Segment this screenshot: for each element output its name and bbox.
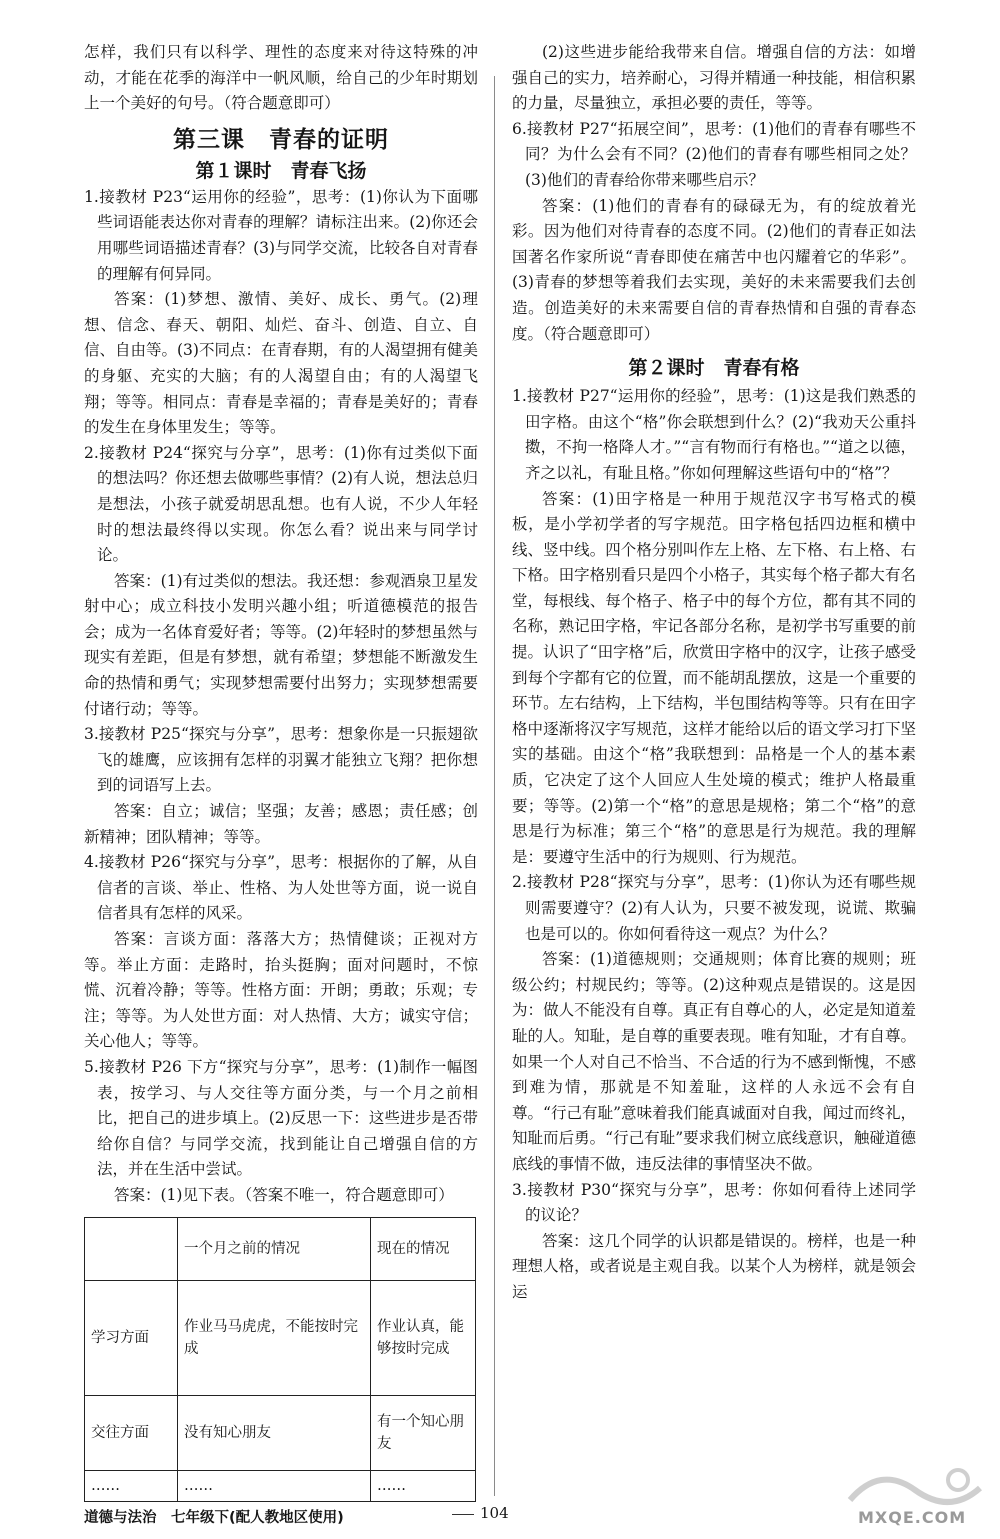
period-title-1: 第１课时 青春飞扬 <box>195 159 367 182</box>
lesson-title: 第三课 青春的证明 <box>173 126 389 153</box>
table-cell: 交往方面 <box>85 1395 178 1470</box>
table-cell: 没有知心朋友 <box>178 1395 371 1470</box>
table-cell: 作业认真，能够按时完成 <box>371 1280 476 1395</box>
question-3: 3.接教材 P25“探究与分享”，思考：想象你是一只振翅欲飞的雄鹰，应该拥有怎样的羽翼才能独立飞翔？把你想到的词语写上去。 <box>84 725 478 795</box>
answer-5-part-2: (2)这些进步能给我带来自信。增强自信的方法：如增强自己的实力，培养耐心，习得并精通一种技能，相信积累的力量，尽量独立，承担必要的责任，等等。 <box>512 43 916 113</box>
table-row <box>85 1217 476 1280</box>
answer-6: 答案：(1)他们的青春有的碌碌无为，有的绽放着光彩。因为他们对待青春的态度不同。(2)他们的青春正如法国著名作家所说“青春即使在痛苦中也闪耀着它的华彩”。(3)青春的梦想等着我们去实现，美好的未来需要我们去创造。创造美好的未来需要自信的青春热情和自强的青春态度。（符合题意即可） <box>512 196 916 343</box>
question-4: 4.接教材 P26“探究与分享”，思考：根据你的了解，从自信者的言谈、举止、性格、为人处世等方面，说一说自信者具有怎样的风采。 <box>84 853 478 923</box>
watermark-text: MXQE.COM <box>858 1508 967 1527</box>
table-cell: 学习方面 <box>85 1280 178 1395</box>
column-divider <box>494 76 495 1496</box>
period-title-2: 第２课时 青春有格 <box>628 357 800 380</box>
answer-9: 答案：这几个同学的认识都是错误的。榜样，也是一种理想人格，或者说是主观自我。以某个人为榜样，就是领会运 <box>512 1231 916 1301</box>
table-cell: 有一个知心朋友 <box>371 1395 476 1470</box>
answer-7: 答案：(1)田字格是一种用于规范汉字书写格式的模板，是小学初学者的写字规范。田字格包括四边框和横中线、竖中线。四个格分别叫作左上格、左下格、右上格、右下格。田字格别看只是四个小格子，其实每个格子都大有名堂，每根线、每个格子、格子中的每个方位，都有其不同的名称，熟记田字格，牢记各部分名称，是初学书写重要的前提。认识了“田字格”后，欣赏田字格中的汉字，让孩子感受到每个字都有它的位置，而不能胡乱摆放，这是一个重要的环节。左右结构，上下结构，半包围结构等等。只有在田字格中逐渐将汉字写规范，这样才能给以后的语文学习打下坚实的基础。由这个“格”我联想到：品格是一个人的基本素质，它决定了这个人回应人生处境的模式；维护人格最重要；等等。(2)第一个“格”的意思是规格；第二个“格”的意思是行为标准；第三个“格”的意思是行为规范。我的理解是：要遵守生活中的行为规则、行为规范。 <box>512 489 916 866</box>
table-row <box>85 1395 476 1470</box>
question-7: 1.接教材 P27“运用你的经验”，思考：(1)这是我们熟悉的田字格。由这个“格”你会联想到什么？(2)“我劝天公重抖擞，不拘一格降人才。”“言有物而行有格也。”“道之以德，齐之以礼，有耻且格。”你如何理解这些语句中的“格”？ <box>512 387 916 482</box>
answer-4: 答案：言谈方面：落落大方；热情健谈；正视对方等。举止方面：走路时，抬头挺胸；面对问题时，不惊慌、沉着冷静；等等。性格方面：开朗；勇敢；乐观；专注；等等。为人处世方面：对人热情、大方；诚实守信；关心他人；等等。 <box>84 930 478 1051</box>
continued-answer: 怎样，我们只有以科学、理性的态度来对待这特殊的冲动，才能在花季的海洋中一帆风顺，给自己的少年时期划上一个美好的句号。（符合题意即可） <box>84 43 478 113</box>
page-number: 104 <box>452 1504 509 1522</box>
question-2: 2.接教材 P24“探究与分享”，思考：(1)你有过类似下面的想法吗？你还想去做哪些事情？(2)有人说，想法总归是想法，小孩子就爱胡思乱想。也有人说，不少人年轻时的想法最终得以实现。你怎么看？说出来与同学讨论。 <box>84 443 478 565</box>
table-cell: …… <box>178 1470 371 1501</box>
table-cell: …… <box>85 1470 178 1501</box>
answer-1: 答案：(1)梦想、激情、美好、成长、勇气。(2)理想、信念、春天、朝阳、灿烂、奋斗、创造、自立、自信、自由等。(3)不同点：在青春期，有的人渴望拥有健美的身躯、充实的大脑；有的人渴望自由；有的人渴望飞翔；等等。相同点：青春是幸福的；青春是美好的；青春的发生在身体里发生；等等。 <box>84 290 478 437</box>
table-row <box>85 1470 476 1501</box>
progress-table <box>84 1217 476 1502</box>
table-row <box>85 1280 476 1395</box>
answer-2: 答案：(1)有过类似的想法。我还想：参观酒泉卫星发射中心；成立科技小发明兴趣小组；听道德模范的报告会；成为一名体育爱好者；等等。(2)年轻时的梦想虽然与现实有差距，但是有梦想，就有希望；梦想能不断激发生命的热情和勇气；实现梦想需要付出努力；实现梦想需要付诸行动；等等。 <box>84 571 478 718</box>
question-8: 2.接教材 P28“探究与分享”，思考：(1)你认为还有哪些规则需要遵守？(2)有人认为，只要不被发现，说谎、欺骗也是可以的。你如何看待这一观点？为什么？ <box>512 873 916 943</box>
left-column <box>84 40 478 1502</box>
question-9: 3.接教材 P30“探究与分享”，思考：你如何看待上述同学的议论？ <box>512 1180 916 1225</box>
question-5: 5.接教材 P26 下方“探究与分享”，思考：(1)制作一幅图表，按学习、与人交往等方面分类，与一个月之前相比，把自己的进步填上。(2)反思一下：这些进步是否带给你自信？与同学交流，找到能让自己增强自信的方法，并在生活中尝试。 <box>84 1057 478 1179</box>
answer-5: 答案：(1)见下表。（答案不唯一，符合题意即可） <box>114 1185 454 1204</box>
table-cell: 作业马马虎虎，不能按时完成 <box>178 1280 371 1395</box>
table-cell <box>85 1217 178 1280</box>
question-6: 6.接教材 P27“拓展空间”，思考：(1)他们的青春有哪些不同？为什么会有不同？(2)他们的青春有哪些相同之处？(3)他们的青春给你带来哪些启示？ <box>512 119 916 189</box>
table-header: 一个月之前的情况 <box>178 1217 371 1280</box>
footer-title: 道德与法治 七年级下(配人教地区使用) <box>84 1510 344 1526</box>
answer-8: 答案：(1)道德规则；交通规则；体育比赛的规则；班级公约；村规民约；等等。(2)这种观点是错误的。这是因为：做人不能没有自尊。真正有自尊心的人，必定是知道羞耻的人。知耻，是自尊的重要表现。唯有知耻，才有自尊。如果一个人对自己不恰当、不合适的行为不感到惭愧，不感到难为情，那就是不知羞耻，这样的人永远不会有自尊。“行己有耻”意味着我们能真诚面对自我，闻过而终礼，知耻而后勇。“行己有耻”要求我们树立底线意识，触碰道德底线的事情不做，违反法律的事情坚决不做。 <box>512 950 916 1173</box>
question-1: 1.接教材 P23“运用你的经验”，思考：(1)你认为下面哪些词语能表达你对青春的理解？请标注出来。(2)你还会用哪些词语描述青春？(3)与同学交流，比较各自对青春的理解有何异同。 <box>84 187 478 283</box>
answer-3: 答案：自立；诚信；坚强；友善；感恩；责任感；创新精神；团队精神；等等。 <box>84 802 478 846</box>
table-cell: …… <box>371 1470 476 1501</box>
table-header: 现在的情况 <box>371 1217 476 1280</box>
right-column <box>512 40 916 1306</box>
